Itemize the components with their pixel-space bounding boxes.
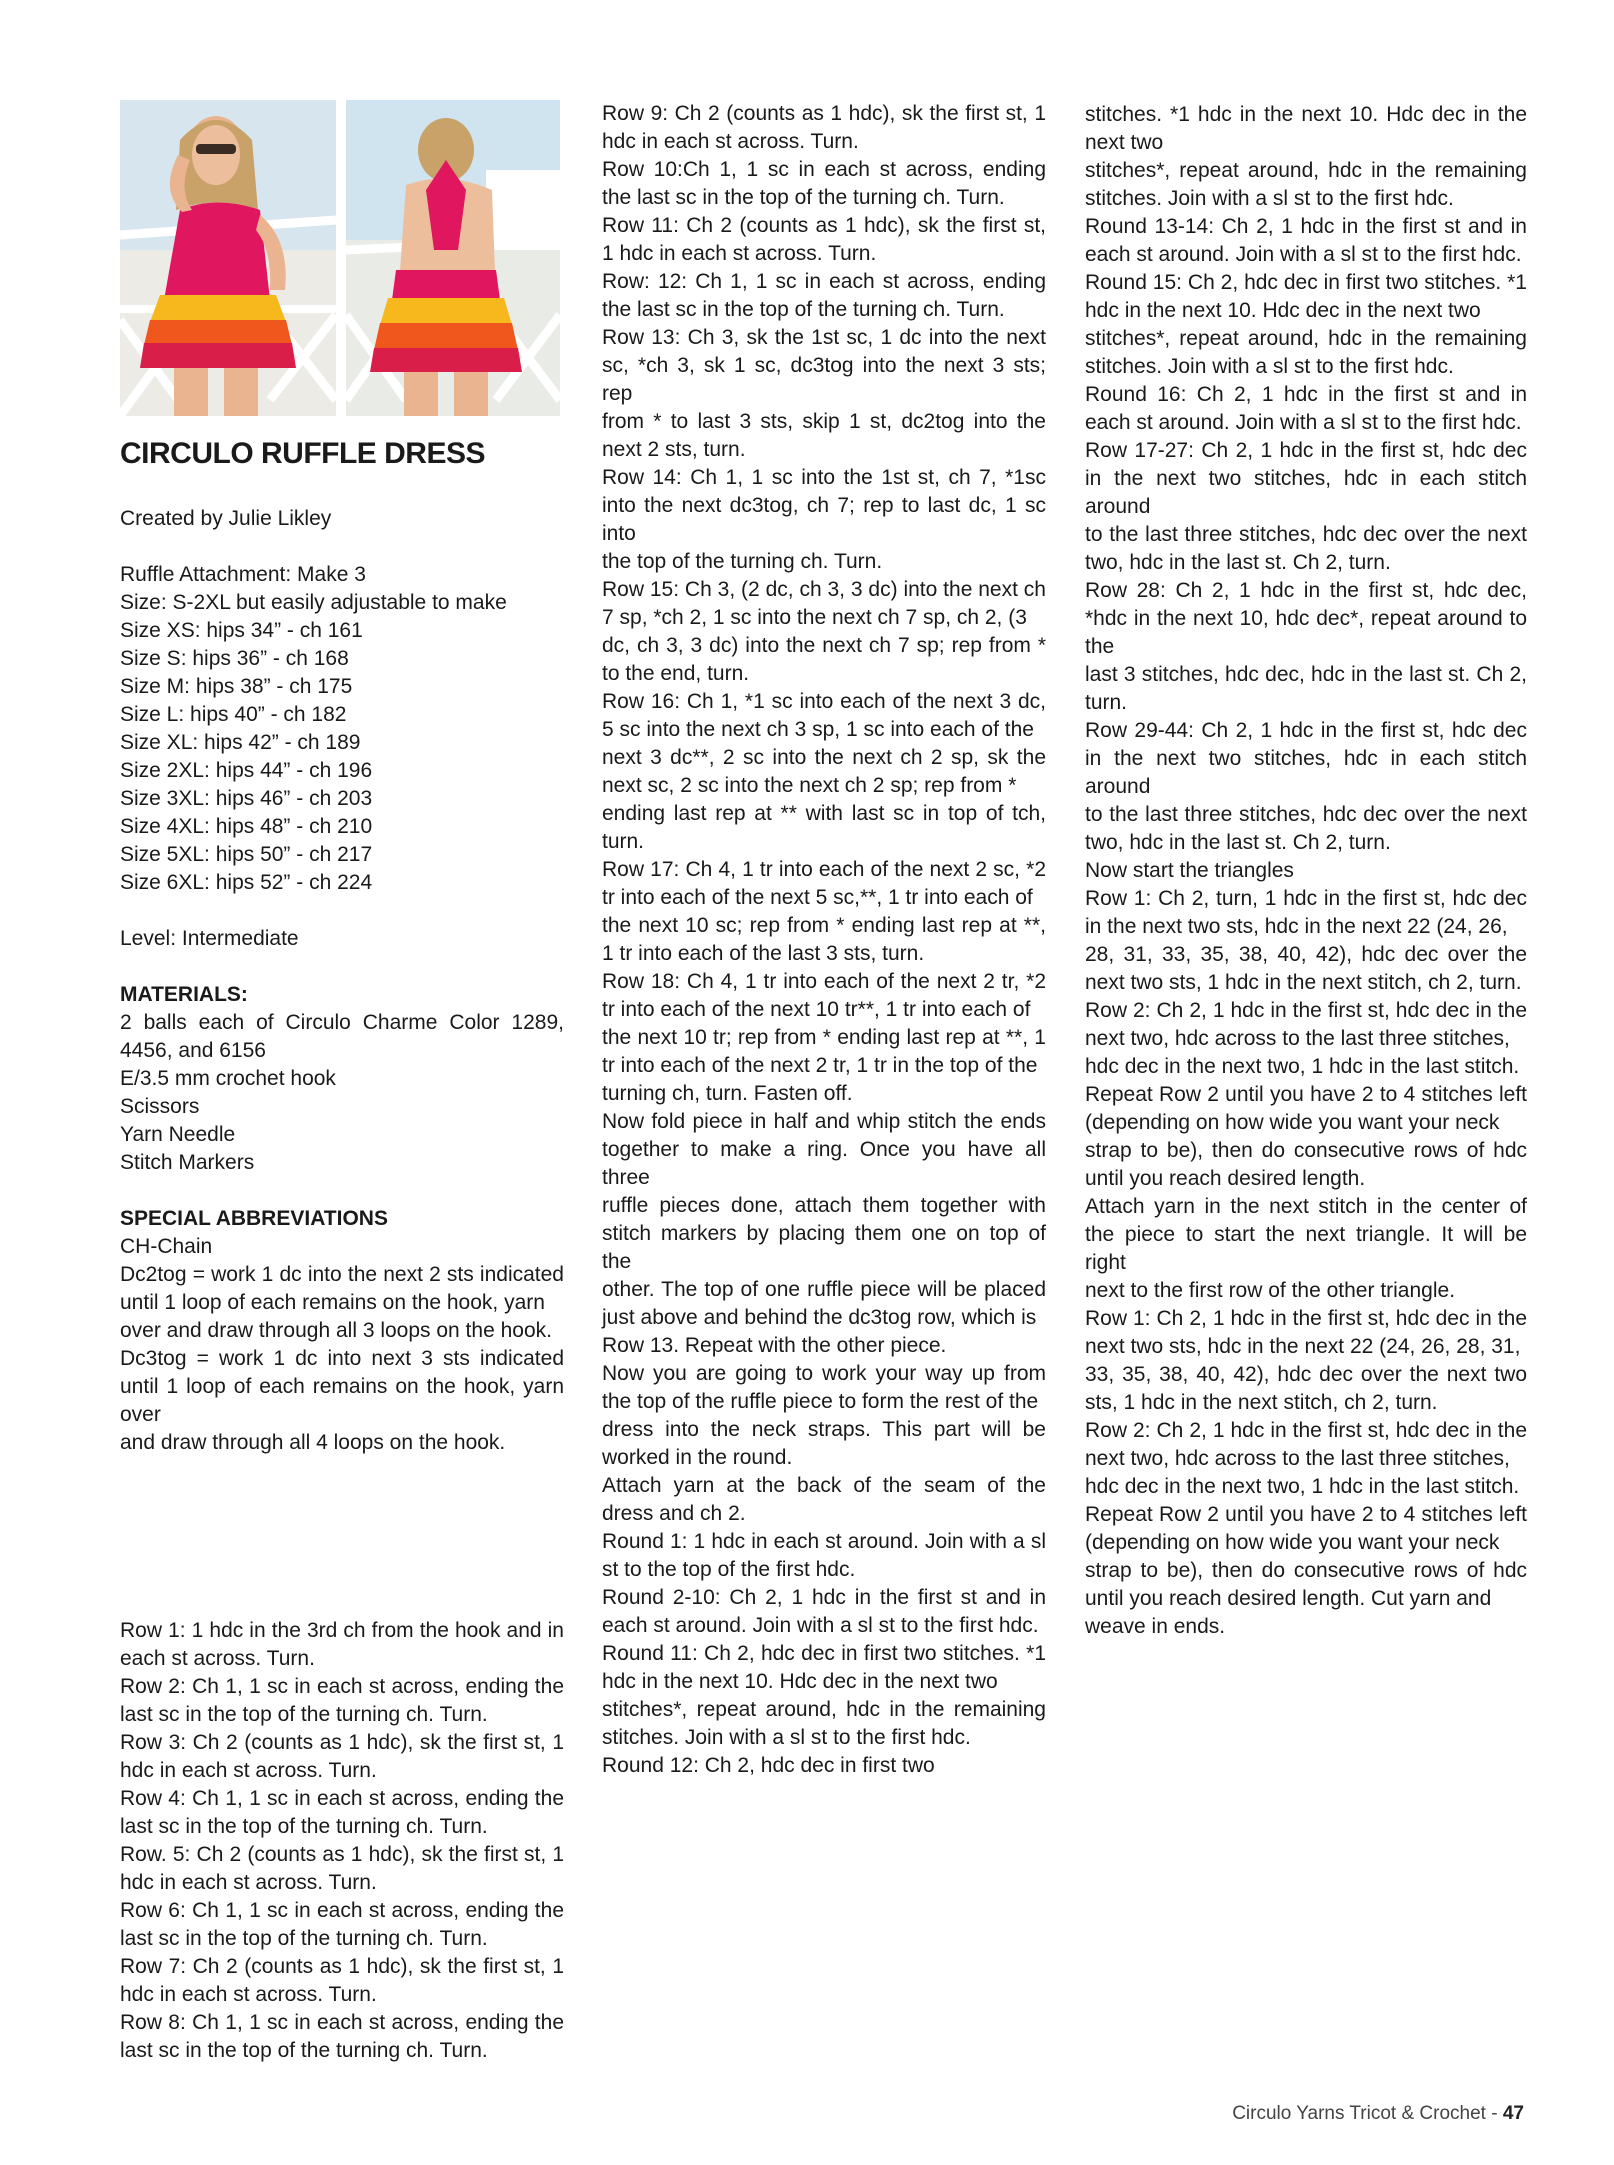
instruction-line: Row 1: Ch 2, 1 hdc in the first st, hdc dec in the next two sts, hdc in the next 22 (24, 26, 28, 31,: [1085, 1307, 1527, 1358]
instruction-line: Round 12: Ch 2, hdc dec in first two: [602, 1754, 935, 1777]
size-line: Ruffle Attachment: Make 3: [120, 563, 366, 586]
instruction-line: hdc dec in the next two, 1 hdc in the last stitch.: [1085, 1475, 1520, 1498]
abbreviation-line: over and draw through all 3 loops on the hook.: [120, 1319, 552, 1342]
size-line: Size XS: hips 34” - ch 161: [120, 619, 363, 642]
material-item: Yarn Needle: [120, 1123, 236, 1146]
instruction-line: stitches. *1 hdc in the next 10. Hdc dec in the next two: [1085, 103, 1527, 154]
size-line: Size 6XL: hips 52” - ch 224: [120, 871, 373, 894]
instruction-line: dc, ch 3, 3 dc) into the next ch 7 sp; rep from * to the end, turn.: [602, 634, 1046, 685]
instruction-line: last 3 stitches, hdc dec, hdc in the last st. Ch 2, turn.: [1085, 663, 1527, 714]
material-item: Scissors: [120, 1095, 200, 1118]
page-footer: [1232, 2103, 1524, 2125]
instruction-line: next to the first row of the other triangle.: [1085, 1279, 1456, 1302]
instruction-line: stitches*, repeat around, hdc in the remaining stitches. Join with a sl st to the first hdc.: [1085, 327, 1527, 378]
instruction-line: Round 2-10: Ch 2, 1 hdc in the first st and in each st around. Join with a sl st to the first hdc.: [602, 1586, 1046, 1637]
instruction-line: Round 16: Ch 2, 1 hdc in the first st and in each st around. Join with a sl st to the first hdc.: [1085, 383, 1527, 434]
material-item: Stitch Markers: [120, 1151, 255, 1174]
size-line: Size 4XL: hips 48” - ch 210: [120, 815, 373, 838]
instruction-line: Repeat Row 2 until you have 2 to 4 stitches left (depending on how wide you want your neck: [1085, 1503, 1527, 1554]
instruction-line: ending last rep at ** with last sc in top of tch, turn.: [602, 802, 1046, 853]
size-line: Size: S-2XL but easily adjustable to make: [120, 591, 507, 614]
instruction-line: Row 10:Ch 1, 1 sc in each st across, ending the last sc in the top of the turning ch. Turn.: [602, 158, 1046, 209]
instruction-line: Round 13-14: Ch 2, 1 hdc in the first st and in each st around. Join with a sl st to the first hdc.: [1085, 215, 1527, 266]
instruction-line: Row 16: Ch 1, *1 sc into each of the next 3 dc, 5 sc into the next ch 3 sp, 1 sc into each of the: [602, 690, 1046, 741]
instruction-line: hdc dec in the next two, 1 hdc in the last stitch.: [1085, 1055, 1520, 1078]
materials-heading: MATERIALS:: [120, 983, 248, 1006]
instruction-line: Row 3: Ch 2 (counts as 1 hdc), sk the first st, 1 hdc in each st across. Turn.: [120, 1731, 564, 1782]
instruction-line: Row 17: Ch 4, 1 tr into each of the next 2 sc, *2 tr into each of the next 5 sc,**, 1 tr into each of: [602, 858, 1046, 909]
footer-separator: -: [1485, 2103, 1503, 2124]
instruction-line: stitches*, repeat around, hdc in the remaining stitches. Join with a sl st to the first hdc.: [1085, 159, 1527, 210]
instruction-line: ruffle pieces done, attach them together with stitch markers by placing them one on top of the: [602, 1194, 1046, 1273]
instruction-line: Row 6: Ch 1, 1 sc in each st across, ending the last sc in the top of the turning ch. Turn.: [120, 1899, 564, 1950]
instruction-line: Row 1: 1 hdc in the 3rd ch from the hook and in each st across. Turn.: [120, 1619, 564, 1670]
instruction-line: Row 4: Ch 1, 1 sc in each st across, ending the last sc in the top of the turning ch. Turn.: [120, 1787, 564, 1838]
instruction-line: Row 15: Ch 3, (2 dc, ch 3, 3 dc) into the next ch 7 sp, *ch 2, 1 sc into the next ch 7 sp, ch 2, (3: [602, 578, 1046, 629]
instruction-line: 28, 31, 33, 35, 38, 40, 42), hdc dec over the next two sts, 1 hdc in the next stitch, ch 2, turn.: [1085, 943, 1527, 994]
instruction-line: Attach yarn at the back of the seam of the dress and ch 2.: [602, 1474, 1046, 1525]
pattern-title: CIRCULO RUFFLE DRESS: [120, 437, 485, 470]
material-item: E/3.5 mm crochet hook: [120, 1067, 336, 1090]
instruction-line: Row 2: Ch 2, 1 hdc in the first st, hdc dec in the next two, hdc across to the last three stitches,: [1085, 1419, 1527, 1470]
instruction-line: Row 13: Ch 3, sk the 1st sc, 1 dc into the next sc, *ch 3, sk 1 sc, dc3tog into the next 3 sts; rep: [602, 326, 1046, 405]
instruction-line: to the last three stitches, hdc dec over the next two, hdc in the last st. Ch 2, turn.: [1085, 523, 1527, 574]
instruction-line: Row 18: Ch 4, 1 tr into each of the next 2 tr, *2 tr into each of the next 10 tr**, 1 tr into each of: [602, 970, 1046, 1021]
instruction-line: Row 8: Ch 1, 1 sc in each st across, ending the last sc in the top of the turning ch. Turn.: [120, 2011, 564, 2062]
sizes-list: [120, 561, 564, 897]
instruction-line: dress into the neck straps. This part will be worked in the round.: [602, 1418, 1046, 1469]
instruction-line: Now fold piece in half and whip stitch the ends together to make a ring. Once you have all three: [602, 1110, 1046, 1189]
column-2-instructions: [602, 100, 1046, 1780]
abbreviations-list: [120, 1233, 564, 1457]
publication-name: Circulo Yarns Tricot & Crochet: [1232, 2103, 1486, 2124]
pattern-info: [120, 505, 564, 1457]
instruction-line: Round 11: Ch 2, hdc dec in first two stitches. *1 hdc in the next 10. Hdc dec in the next two: [602, 1642, 1046, 1693]
abbreviation-line: and draw through all 4 loops on the hook.: [120, 1431, 506, 1454]
rows-1-to-8: [120, 1617, 564, 2065]
instruction-line: Row 9: Ch 2 (counts as 1 hdc), sk the first st, 1 hdc in each st across. Turn.: [602, 102, 1046, 153]
instruction-line: from * to last 3 sts, skip 1 st, dc2tog into the next 2 sts, turn.: [602, 410, 1046, 461]
size-line: Size L: hips 40” - ch 182: [120, 703, 347, 726]
instruction-line: 33, 35, 38, 40, 42), hdc dec over the next two sts, 1 hdc in the next stitch, ch 2, turn.: [1085, 1363, 1527, 1414]
instruction-line: the top of the turning ch. Turn.: [602, 550, 883, 573]
instruction-line: Row 11: Ch 2 (counts as 1 hdc), sk the first st, 1 hdc in each st across. Turn.: [602, 214, 1046, 265]
materials-list: [120, 1009, 564, 1177]
instruction-line: Row 29-44: Ch 2, 1 hdc in the first st, hdc dec in the next two stitches, hdc in each stitch around: [1085, 719, 1527, 798]
instruction-line: Row 2: Ch 2, 1 hdc in the first st, hdc dec in the next two, hdc across to the last three stitches,: [1085, 999, 1527, 1050]
instruction-line: to the last three stitches, hdc dec over the next two, hdc in the last st. Ch 2, turn.: [1085, 803, 1527, 854]
column-3-instructions: [1085, 101, 1527, 1641]
size-line: Size 2XL: hips 44” - ch 196: [120, 759, 373, 782]
size-line: Size 3XL: hips 46” - ch 203: [120, 787, 373, 810]
designer-credit: Created by Julie Likley: [120, 507, 332, 530]
material-item: 2 balls each of Circulo Charme Color 1289, 4456, and 6156: [120, 1011, 564, 1062]
abbreviation-line: CH-Chain: [120, 1235, 213, 1258]
instruction-line: next 3 dc**, 2 sc into the next ch 2 sp, sk the next sc, 2 sc into the next ch 2 sp; rep from *: [602, 746, 1046, 797]
instruction-line: strap to be), then do consecutive rows of hdc until you reach desired length.: [1085, 1139, 1527, 1190]
instruction-line: Round 1: 1 hdc in each st around. Join with a sl st to the top of the first hdc.: [602, 1530, 1046, 1581]
instruction-line: Row. 5: Ch 2 (counts as 1 hdc), sk the first st, 1 hdc in each st across. Turn.: [120, 1843, 564, 1894]
instruction-line: Row 13. Repeat with the other piece.: [602, 1334, 947, 1357]
size-line: Size 5XL: hips 50” - ch 217: [120, 843, 373, 866]
instruction-line: Attach yarn in the next stitch in the center of the piece to start the next triangle. It will be right: [1085, 1195, 1527, 1274]
photo-back-illustration: [346, 100, 560, 416]
size-line: Size XL: hips 42” - ch 189: [120, 731, 361, 754]
dress-photo-front: [120, 100, 336, 416]
instruction-line: Row 14: Ch 1, 1 sc into the 1st st, ch 7, *1sc into the next dc3tog, ch 7; rep to last dc, 1 sc into: [602, 466, 1046, 545]
instruction-line: Now you are going to work your way up from the top of the ruffle piece to form the rest of the: [602, 1362, 1046, 1413]
instruction-line: Now start the triangles: [1085, 859, 1294, 882]
instruction-line: other. The top of one ruffle piece will be placed just above and behind the dc3tog row, which is: [602, 1278, 1046, 1329]
size-line: Size M: hips 38” - ch 175: [120, 675, 353, 698]
instruction-line: Row 2: Ch 1, 1 sc in each st across, ending the last sc in the top of the turning ch. Turn.: [120, 1675, 564, 1726]
instruction-line: Repeat Row 2 until you have 2 to 4 stitches left (depending on how wide you want your neck: [1085, 1083, 1527, 1134]
instruction-line: Row: 12: Ch 1, 1 sc in each st across, ending the last sc in the top of the turning ch. Turn.: [602, 270, 1046, 321]
page-number: 47: [1502, 2103, 1524, 2124]
abbreviation-line: Dc2tog = work 1 dc into the next 2 sts indicated until 1 loop of each remains on the hook, yarn: [120, 1263, 564, 1314]
instruction-line: stitches*, repeat around, hdc in the remaining stitches. Join with a sl st to the first hdc.: [602, 1698, 1046, 1749]
instruction-line: turning ch, turn. Fasten off.: [602, 1082, 853, 1105]
abbreviation-line: Dc3tog = work 1 dc into next 3 sts indicated until 1 loop of each remains on the hook, yarn over: [120, 1347, 564, 1426]
dress-photo-back: [346, 100, 560, 416]
instruction-line: Row 17-27: Ch 2, 1 hdc in the first st, hdc dec in the next two stitches, hdc in each stitch around: [1085, 439, 1527, 518]
instruction-line: Round 15: Ch 2, hdc dec in first two stitches. *1 hdc in the next 10. Hdc dec in the next two: [1085, 271, 1527, 322]
skill-level: Level: Intermediate: [120, 927, 299, 950]
instruction-line: the next 10 tr; rep from * ending last rep at **, 1 tr into each of the next 2 tr, 1 tr in the top of the: [602, 1026, 1046, 1077]
instruction-line: strap to be), then do consecutive rows of hdc until you reach desired length. Cut yarn and: [1085, 1559, 1527, 1610]
instruction-line: Row 28: Ch 2, 1 hdc in the first st, hdc dec, *hdc in the next 10, hdc dec*, repeat around to the: [1085, 579, 1527, 658]
photo-front-illustration: [120, 100, 336, 416]
instruction-line: weave in ends.: [1085, 1615, 1226, 1638]
instruction-line: Row 7: Ch 2 (counts as 1 hdc), sk the first st, 1 hdc in each st across. Turn.: [120, 1955, 564, 2006]
size-line: Size S: hips 36” - ch 168: [120, 647, 349, 670]
instruction-line: Row 1: Ch 2, turn, 1 hdc in the first st, hdc dec in the next two sts, hdc in the next 22 (24, 26,: [1085, 887, 1527, 938]
instruction-line: the next 10 sc; rep from * ending last rep at **, 1 tr into each of the last 3 sts, turn.: [602, 914, 1046, 965]
abbreviations-heading: SPECIAL ABBREVIATIONS: [120, 1207, 388, 1230]
